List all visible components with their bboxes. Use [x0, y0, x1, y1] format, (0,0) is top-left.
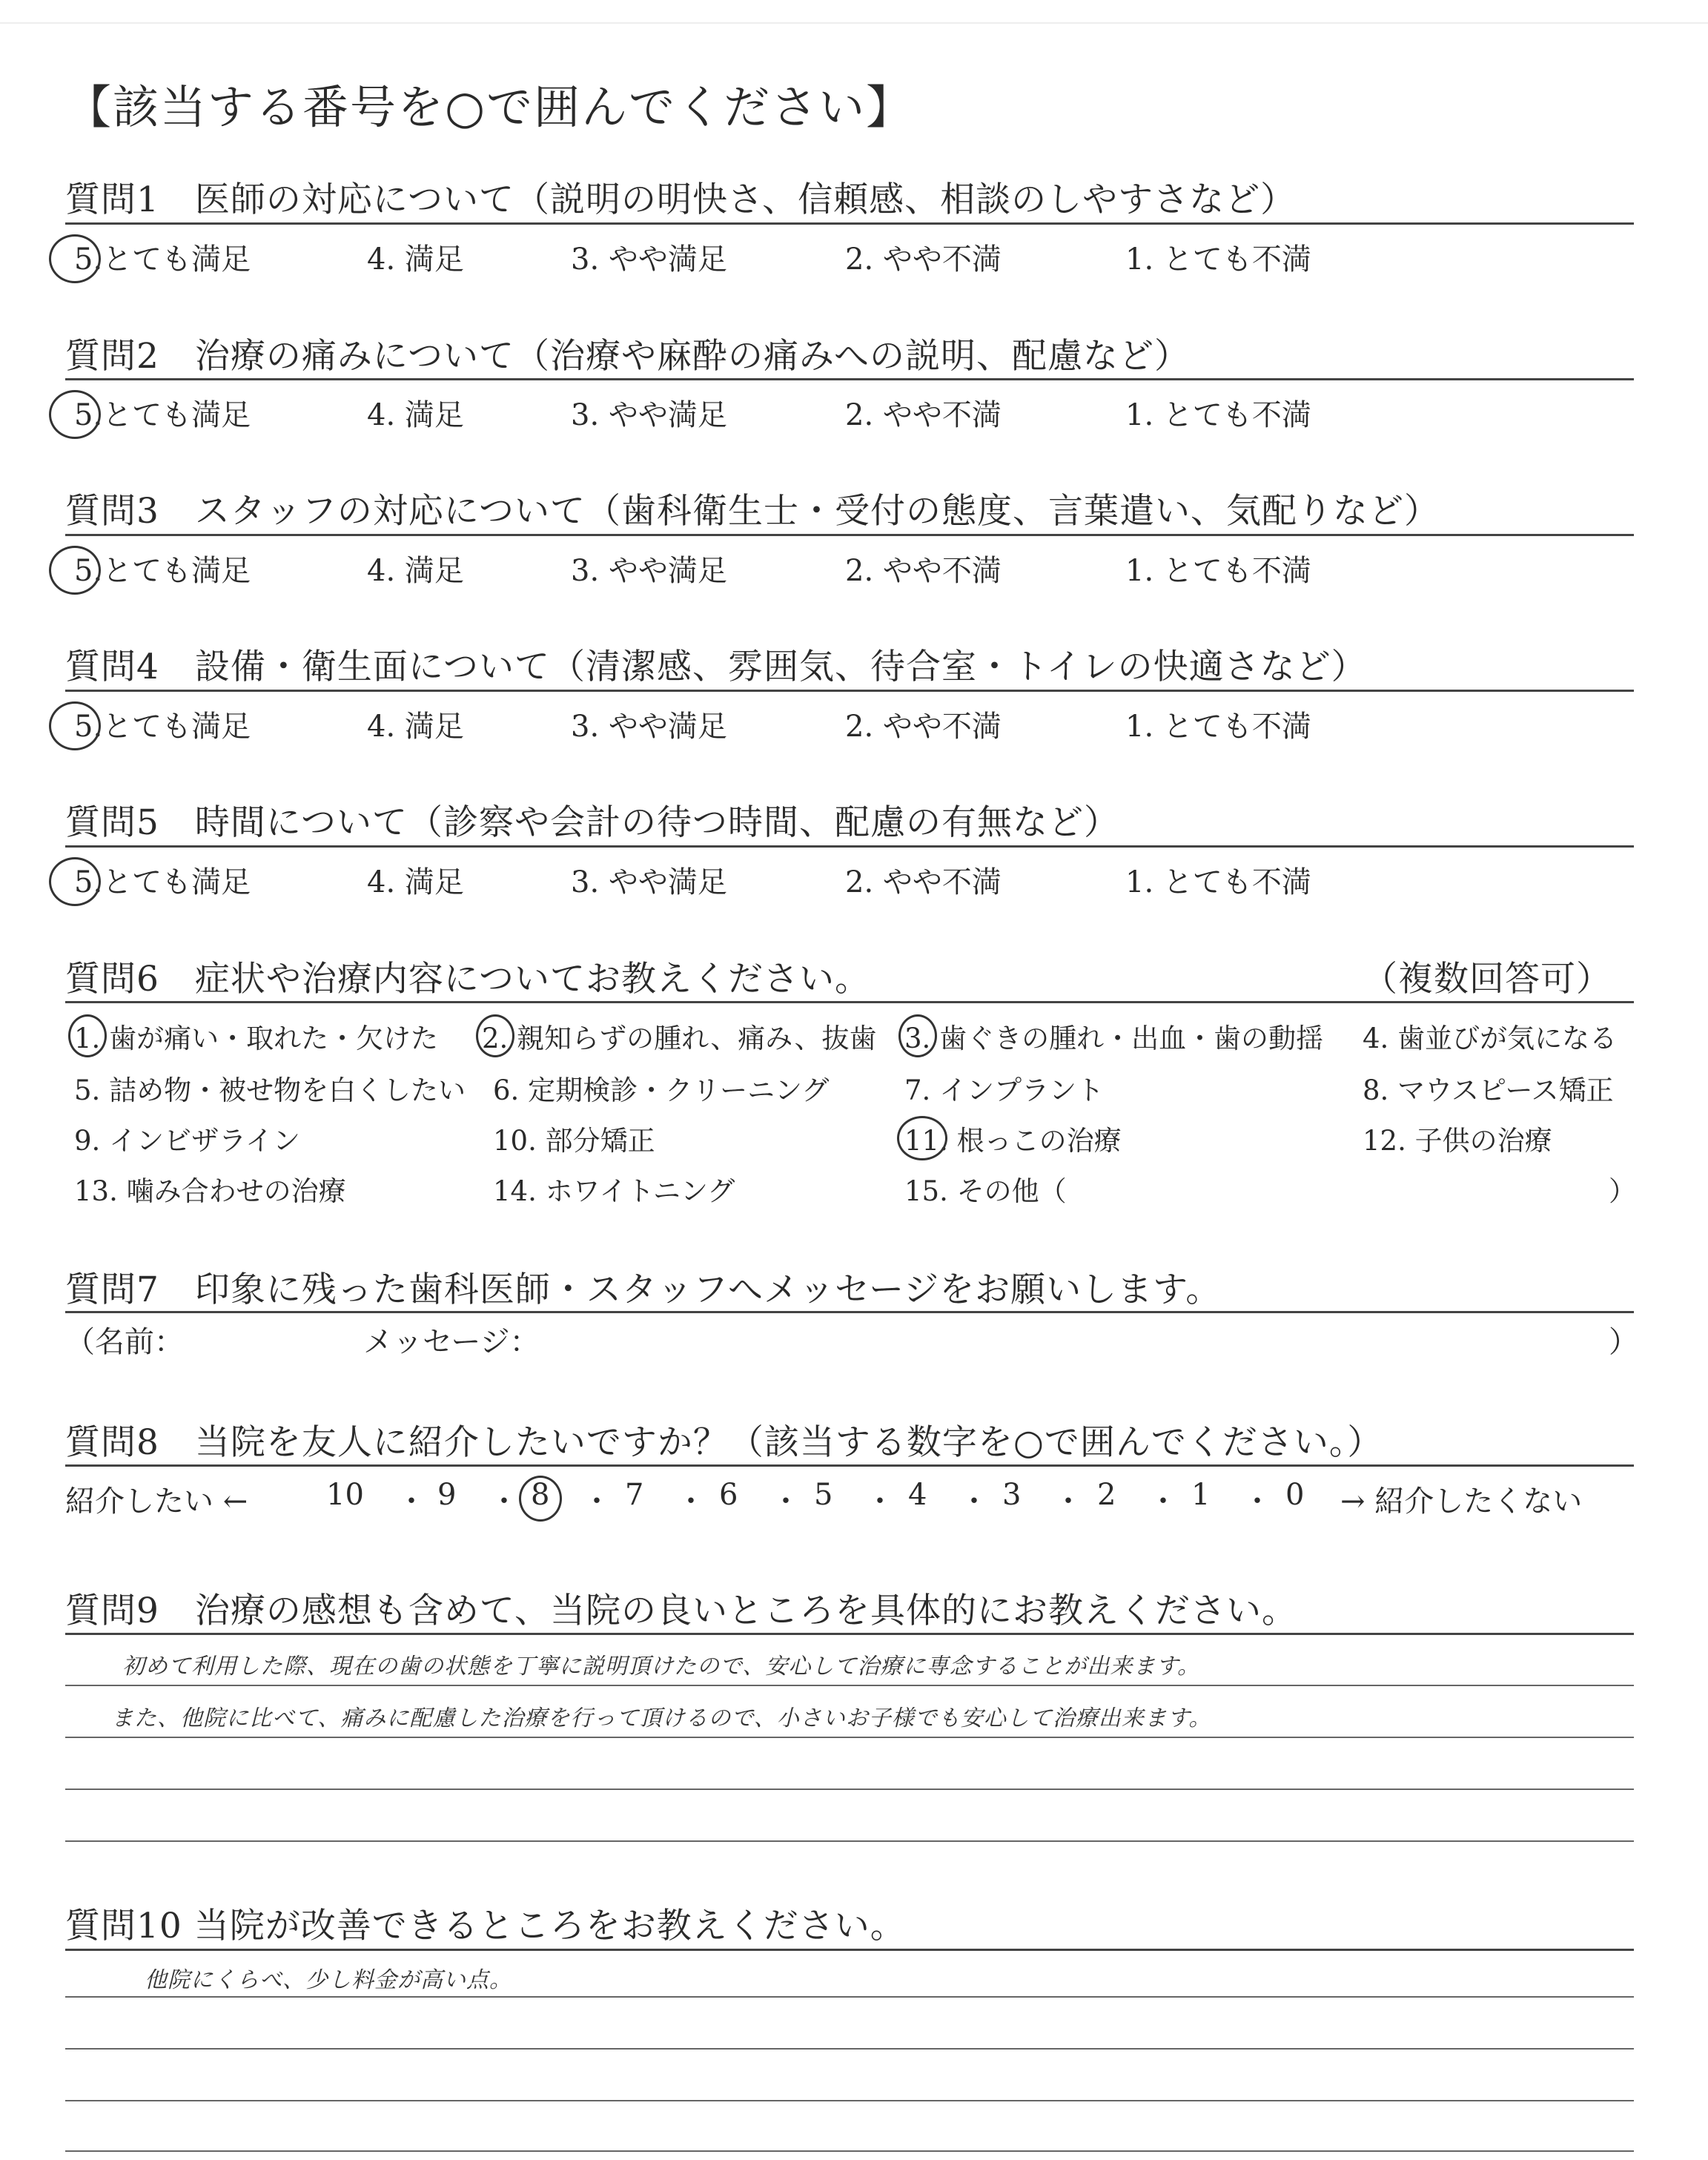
symptom-option-6[interactable]: 6. 定期検診・クリーニング: [493, 1074, 830, 1106]
divider: [65, 1311, 1634, 1313]
question-2-title: 質問2 治療の痛みについて（治療や麻酔の痛みへの説明、配慮など）: [65, 336, 1191, 377]
symptom-option-2[interactable]: 2. 親知らずの腫れ、痛み、抜歯: [482, 1023, 877, 1054]
q2-option-2[interactable]: 2. やや不満: [845, 398, 1002, 432]
q3-option-2[interactable]: 2. やや不満: [845, 554, 1002, 588]
q4-option-4[interactable]: 4. 満足: [367, 710, 464, 744]
answer-line: [65, 1840, 1634, 1842]
divider: [65, 1949, 1634, 1951]
score-6[interactable]: 6: [719, 1478, 738, 1512]
other-close-paren: ）: [1609, 1175, 1636, 1207]
score-0[interactable]: 0: [1285, 1478, 1305, 1512]
recommend-right-label: → 紹介したくない: [1340, 1484, 1583, 1519]
score-2[interactable]: 2: [1097, 1478, 1116, 1512]
score-9[interactable]: 9: [437, 1478, 457, 1512]
answer-line: [65, 2100, 1634, 2101]
answer-line: [65, 2150, 1634, 2152]
question-3-title: 質問3 スタッフの対応について（歯科衛生士・受付の態度、言葉遣い、気配りなど）: [65, 491, 1440, 532]
message-label: メッセージ：: [363, 1325, 540, 1359]
dot: ・: [1053, 1484, 1083, 1519]
answer-line: [65, 1685, 1634, 1686]
q5-option-1[interactable]: 1. とても不満: [1125, 865, 1311, 899]
selection-circle: [898, 1014, 937, 1057]
q3-option-4[interactable]: 4. 満足: [367, 554, 464, 588]
symptom-option-3[interactable]: 3. 歯ぐきの腫れ・出血・歯の動揺: [904, 1023, 1324, 1054]
q5-option-3[interactable]: 3. やや満足: [571, 865, 727, 899]
answer-line: [65, 1789, 1634, 1790]
selection-circle: [68, 1014, 107, 1057]
symptom-option-13[interactable]: 13. 噛み合わせの治療: [74, 1175, 346, 1207]
symptom-option-7[interactable]: 7. インプラント: [904, 1074, 1105, 1106]
question-7-title: 質問7 印象に残った歯科医師・スタッフへメッセージをお願いします。: [65, 1269, 1222, 1310]
score-8[interactable]: 8: [531, 1478, 550, 1512]
selection-circle: [476, 1014, 514, 1057]
question-6-title: 質問6 症状や治療内容についてお教えください。: [65, 959, 870, 1000]
symptom-option-12[interactable]: 12. 子供の治療: [1363, 1125, 1552, 1157]
score-7[interactable]: 7: [625, 1478, 644, 1512]
question-4-title: 質問4 設備・衛生面について（清潔感、雰囲気、待合室・トイレの快適さなど）: [65, 647, 1367, 687]
q5-option-4[interactable]: 4. 満足: [367, 865, 464, 899]
q4-option-1[interactable]: 1. とても不満: [1125, 710, 1311, 744]
divider: [65, 222, 1634, 225]
divider: [65, 1464, 1634, 1467]
dot: ・: [865, 1484, 895, 1519]
q2-option-3[interactable]: 3. やや満足: [571, 398, 727, 432]
dot: ・: [582, 1484, 612, 1519]
name-label: （名前：: [65, 1325, 184, 1359]
score-3[interactable]: 3: [1002, 1478, 1022, 1512]
divider: [65, 690, 1634, 692]
q3-option-3[interactable]: 3. やや満足: [571, 554, 727, 588]
q2-option-4[interactable]: 4. 満足: [367, 398, 464, 432]
selection-circle: [49, 546, 101, 595]
page-top-edge: [0, 22, 1708, 24]
symptom-option-11[interactable]: 11. 根っこの治療: [904, 1125, 1122, 1157]
q2-option-5[interactable]: 5.とても満足: [74, 398, 251, 432]
q1-option-4[interactable]: 4. 満足: [367, 242, 464, 277]
symptom-option-1[interactable]: 1. 歯が痛い・取れた・欠けた: [74, 1023, 439, 1054]
q3-option-5[interactable]: 5.とても満足: [74, 554, 251, 588]
selection-circle: [49, 701, 101, 750]
message-close-paren: ）: [1609, 1325, 1638, 1359]
answer-line: [65, 2048, 1634, 2050]
divider: [65, 845, 1634, 848]
answer-line: [65, 1996, 1634, 1998]
selection-circle: [49, 234, 101, 283]
dot: ・: [771, 1484, 801, 1519]
multiple-answers-note: （複数回答可）: [1363, 959, 1612, 1000]
q1-option-5[interactable]: 5.とても満足: [74, 242, 251, 277]
answer-line: [65, 1737, 1634, 1738]
q4-option-2[interactable]: 2. やや不満: [845, 710, 1002, 744]
q5-option-2[interactable]: 2. やや不満: [845, 865, 1002, 899]
handwritten-answer-line: 初めて利用した際、現在の歯の状態を丁寧に説明頂けたので、安心して治療に専念することが出来ます。: [122, 1654, 1200, 1680]
handwritten-answer-line: 他院にくらべ、少し料金が高い点。: [145, 1967, 512, 1993]
question-8-title: 質問8 当院を友人に紹介したいですか？（該当する数字を○で囲んでください。）: [65, 1422, 1383, 1463]
symptom-option-5[interactable]: 5. 詰め物・被せ物を白くしたい: [74, 1074, 466, 1106]
symptom-option-10[interactable]: 10. 部分矯正: [493, 1125, 655, 1157]
divider: [65, 1001, 1634, 1003]
page-title: 【該当する番号を○で囲んでください】: [65, 80, 914, 134]
q1-option-2[interactable]: 2. やや不満: [845, 242, 1002, 277]
dot: ・: [489, 1484, 519, 1519]
dot: ・: [397, 1484, 426, 1519]
dot: ・: [676, 1484, 706, 1519]
selection-circle: [897, 1116, 947, 1160]
question-5-title: 質問5 時間について（診察や会計の待つ時間、配慮の有無など）: [65, 802, 1119, 843]
symptom-option-15[interactable]: 15. その他（: [904, 1175, 1067, 1207]
q1-option-3[interactable]: 3. やや満足: [571, 242, 727, 277]
divider: [65, 534, 1634, 536]
q2-option-1[interactable]: 1. とても不満: [1125, 398, 1311, 432]
symptom-option-9[interactable]: 9. インビザライン: [74, 1125, 300, 1157]
question-1-title: 質問1 医師の対応について（説明の明快さ、信頼感、相談のしやすさなど）: [65, 179, 1297, 220]
score-1[interactable]: 1: [1191, 1478, 1211, 1512]
dot: ・: [1148, 1484, 1178, 1519]
q1-option-1[interactable]: 1. とても不満: [1125, 242, 1311, 277]
handwritten-answer-line: また、他院に比べて、痛みに配慮した治療を行って頂けるので、小さいお子様でも安心して治療出来ます。: [111, 1705, 1212, 1731]
selection-circle: [519, 1476, 562, 1522]
q4-option-3[interactable]: 3. やや満足: [571, 710, 727, 744]
symptom-option-14[interactable]: 14. ホワイトニング: [493, 1175, 735, 1207]
divider: [65, 1633, 1634, 1635]
question-9-title: 質問9 治療の感想も含めて、当院の良いところを具体的にお教えください。: [65, 1591, 1297, 1631]
symptom-option-4[interactable]: 4. 歯並びが気になる: [1363, 1023, 1618, 1054]
q3-option-1[interactable]: 1. とても不満: [1125, 554, 1311, 588]
score-5[interactable]: 5: [814, 1478, 833, 1512]
selection-circle: [49, 390, 101, 439]
dot: ・: [1242, 1484, 1272, 1519]
recommend-left-label: 紹介したい ←: [65, 1484, 248, 1519]
selection-circle: [49, 857, 101, 906]
q4-option-5[interactable]: 5.とても満足: [74, 710, 251, 744]
score-10[interactable]: 10: [326, 1478, 364, 1512]
dot: ・: [959, 1484, 989, 1519]
divider: [65, 378, 1634, 380]
score-4[interactable]: 4: [908, 1478, 927, 1512]
question-10-title: 質問10 当院が改善できるところをお教えください。: [65, 1906, 906, 1946]
symptom-option-8[interactable]: 8. マウスピース矯正: [1363, 1074, 1614, 1106]
q5-option-5[interactable]: 5.とても満足: [74, 865, 251, 899]
